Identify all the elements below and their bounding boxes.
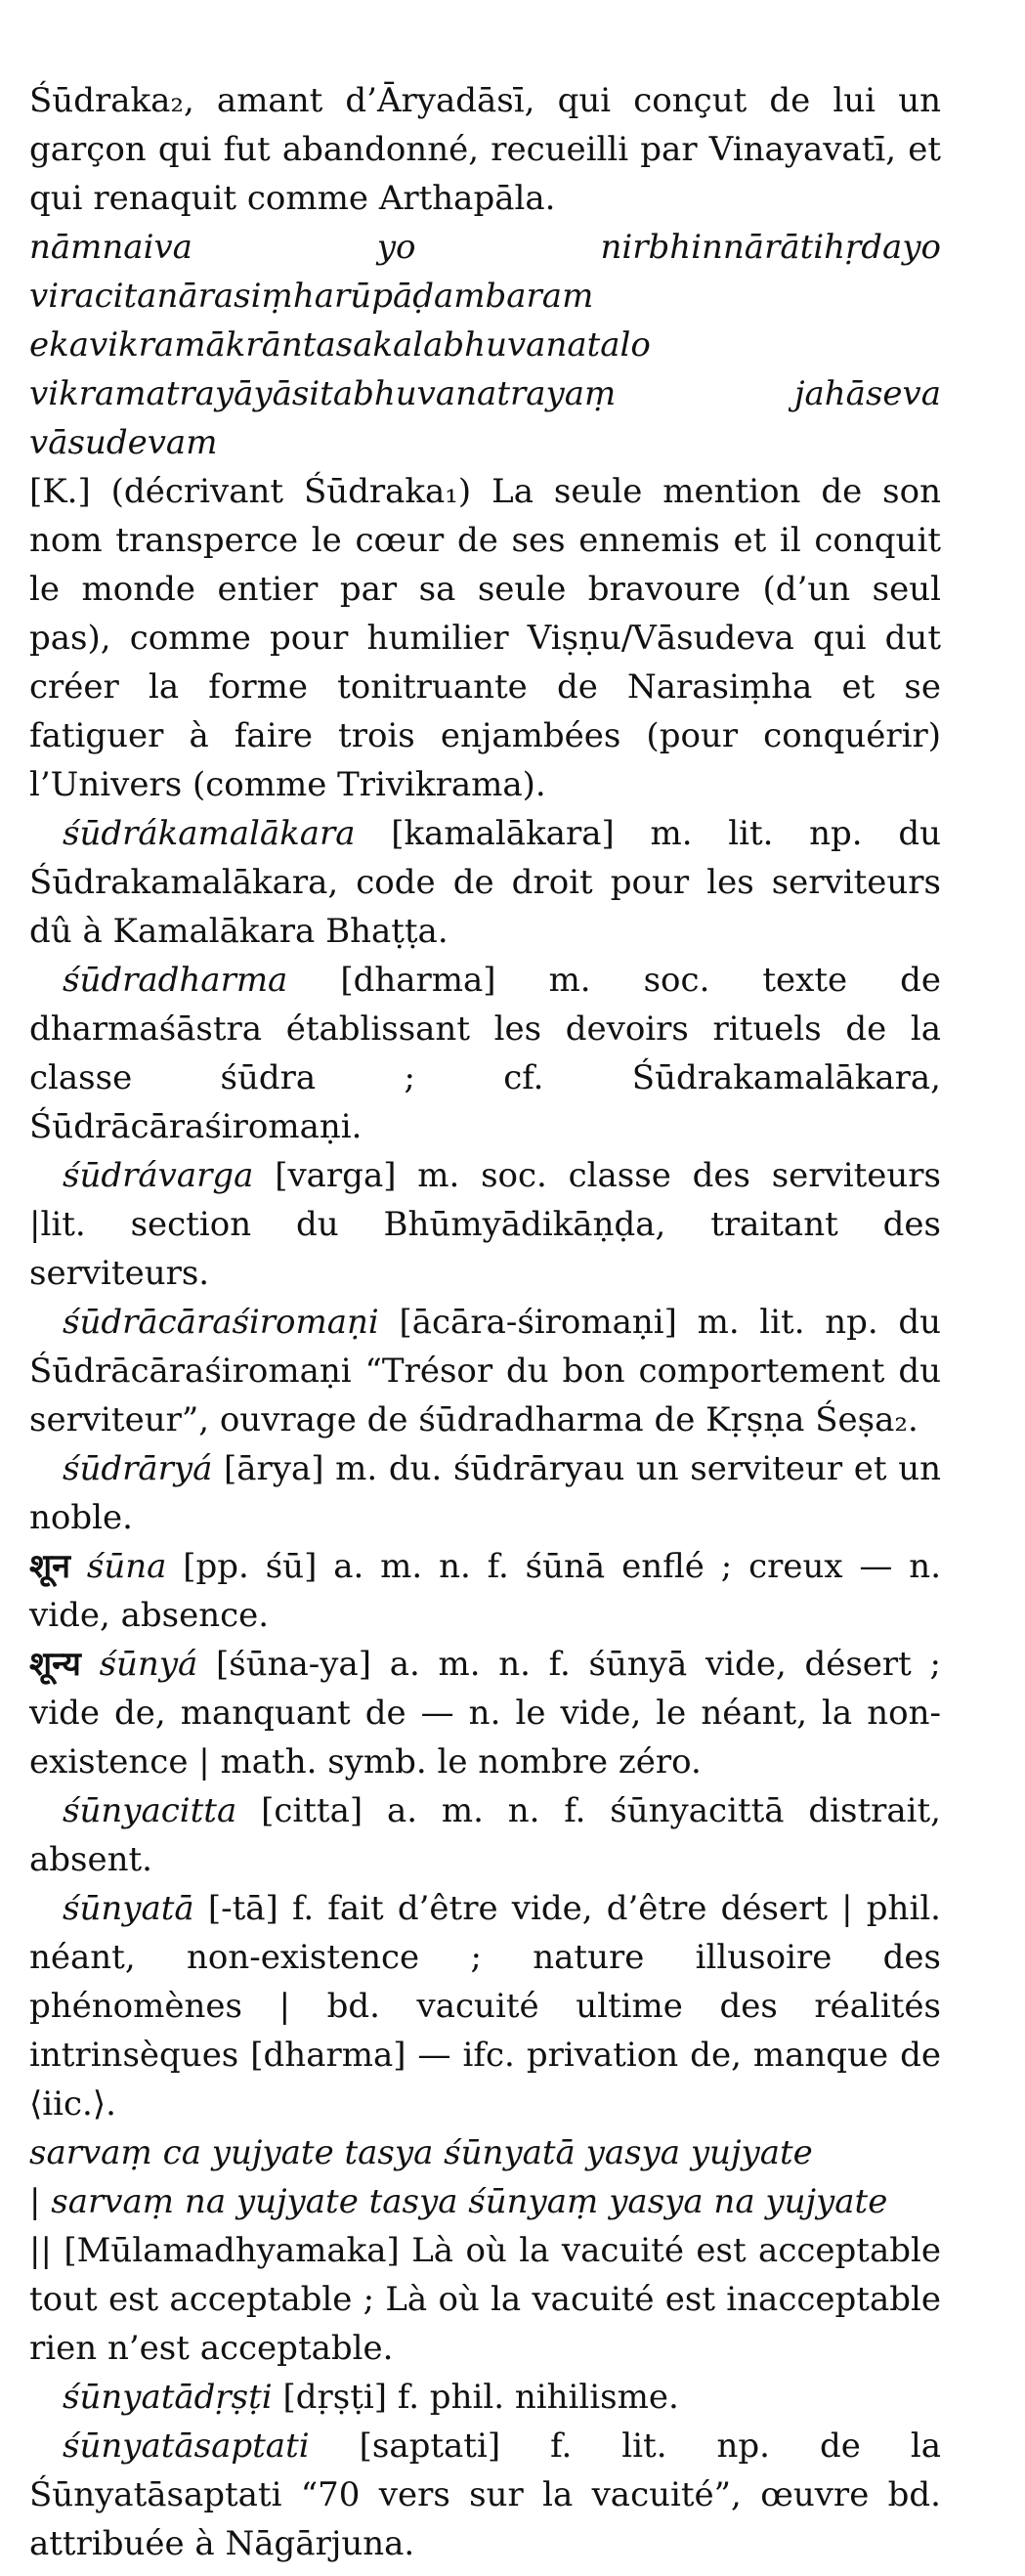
verse-line: sarvaṃ ca yujyate tasya śūnyatā yasya yujyate [29,2133,813,2172]
definition: [citta] a. m. n. f. śūnyacittā distrait, absent. [29,1791,941,1879]
entry-sudrakamalakara [29,809,941,956]
entry-sunyacitta [29,1786,941,1884]
definition: [ācāra-śiromaṇi] m. lit. np. du Śūdrācāraśiromaṇi “Trésor du bon comportement du serviteur”, ouvrage de śūdradharma de Kṛṣṇa Śeṣa₂. [29,1303,941,1439]
headword: śūdrávarga [63,1156,254,1195]
entry-sunyatadrsti [29,2373,941,2422]
sanskrit-verse [29,2128,941,2226]
headword: śūnyacitta [63,1791,237,1830]
definition: [-tā] f. fait d’être vide, d’être désert | phil. néant, non-existence ; nature illusoire des phénomènes | bd. vacuité ultime des réalités intrinsèques [dharma] — ifc. privation de, manque de ⟨iic.⟩. [29,1889,941,2124]
entry-sunyatasaptati [29,2422,941,2568]
entry-suna [29,1542,941,1640]
quote-text: nāmnaiva yo nirbhinnārātihṛdayo viracitanārasiṃharūpāḍambaram ekavikramākrāntasakalabhuvanatalo vikramatrayāyāsitabhuvanatrayaṃ jahāseva vāsudevam [29,228,941,462]
entry-sunyata [29,1884,941,2128]
headword: śūnyá [99,1645,198,1684]
definition: [kamalākara] m. lit. np. du Śūdrakamalākara, code de droit pour les serviteurs dû à Kamalākara Bhaṭṭa. [29,814,941,951]
translation-text: || [Mūlamadhyamaka] Là où la vacuité est acceptable tout est acceptable ; Là où la vacuité est inacceptable rien n’est acceptable. [29,2231,941,2368]
headword: śūnyatādṛṣṭi [63,2378,273,2417]
sanskrit-quote [29,223,941,467]
headword: śūdrācāraśiromaṇi [63,1303,379,1342]
headword: śūnyatā [63,1889,194,1928]
verse-translation [29,2226,941,2373]
entry-sudracarasiromani [29,1298,941,1444]
entry-sudraka2-continuation [29,76,941,223]
definition: [ārya] m. du. śūdrāryau un serviteur et un noble. [29,1449,941,1537]
definition: [varga] m. soc. classe des serviteurs |lit. section du Bhūmyādikāṇḍa, traitant des serviteurs. [29,1156,941,1293]
definition: [dharma] m. soc. texte de dharmaśāstra établissant les devoirs rituels de la classe śūdra ; cf. Śūdrakamalākara, Śūdrācāraśiromaṇi. [29,961,941,1146]
headword: śūnyatāsaptati [63,2426,310,2466]
headword: śūdrákamalākara [63,814,356,853]
definition: [śūna-ya] a. m. n. f. śūnyā vide, désert ; vide de, manquant de — n. le vide, le néant, la non-existence | math. symb. le nombre zéro. [29,1645,941,1782]
entry-text: Śūdraka₂, amant d’Āryadāsī, qui conçut de lui un garçon qui fut abandonné, recueilli par Vinayavatī, et qui renaquit comme Arthapāla. [29,81,941,218]
translation-text: [K.] (décrivant Śūdraka₁) La seule mention de son nom transperce le cœur de ses ennemis et il conquit le monde entier par sa seule bravoure (d’un seul pas), comme pour humilier Viṣṇu/Vāsudeva qui dut créer la forme tonitruante de Narasiṃha et se fatiguer à faire trois enjambées (pour conquérir) l’Univers (comme Trivikrama). [29,472,941,804]
definition: [pp. śū] a. m. n. f. śūnā enflé ; creux — n. vide, absence. [29,1547,941,1635]
devanagari-headword: शून [29,1547,70,1586]
headword: śūdrāryá [63,1449,213,1488]
quote-translation [29,467,941,809]
devanagari-headword: शून्य [29,1645,81,1684]
headword: śūdradharma [63,961,288,1000]
definition: [saptati] f. lit. np. de la Śūnyatāsaptati “70 vers sur la vacuité”, œuvre bd. attribuée à Nāgārjuna. [29,2426,942,2563]
entry-sudradharma [29,956,941,1151]
definition: [dṛṣṭi] f. phil. nihilisme. [282,2378,679,2417]
entry-sudravarga [29,1151,941,1298]
entry-sudrarya [29,1444,941,1542]
entry-sunya [29,1640,941,1786]
headword: śūna [86,1547,167,1586]
verse-line: | sarvaṃ na yujyate tasya śūnyaṃ yasya na yujyate [29,2182,888,2221]
